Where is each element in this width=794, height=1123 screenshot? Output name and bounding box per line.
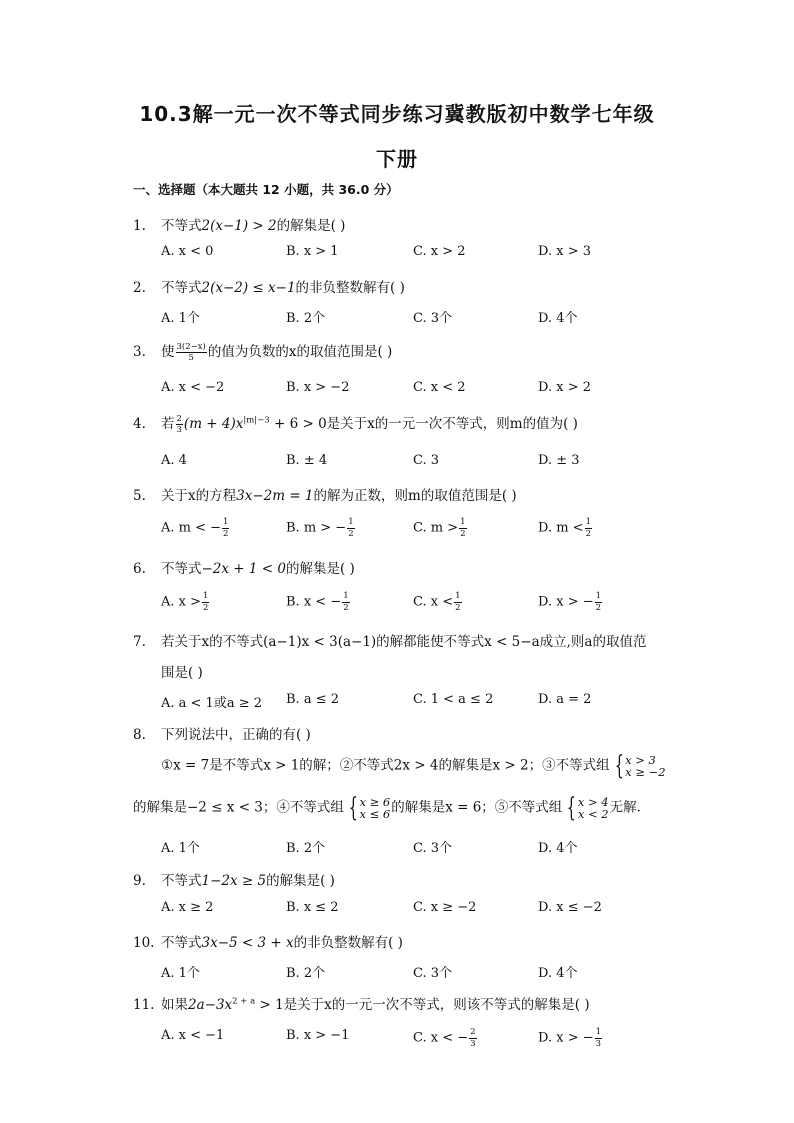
option-b[interactable]: B. 2个 bbox=[286, 841, 326, 856]
option-a[interactable]: A. 4 bbox=[161, 453, 187, 468]
option-c[interactable]: C. m > $\frac{1}{2}$ bbox=[413, 517, 466, 539]
option-d[interactable]: D. ± 3 bbox=[538, 453, 580, 468]
option-c[interactable]: C. 3个 bbox=[413, 311, 453, 326]
option-c[interactable]: C. 1 < a ≤ 2 bbox=[413, 692, 494, 707]
option-d[interactable]: D. 4个 bbox=[538, 311, 578, 326]
option-b[interactable]: B. x > −2 bbox=[286, 380, 350, 395]
question-number: 11. bbox=[133, 997, 155, 1013]
option-c[interactable]: C. 3个 bbox=[413, 841, 453, 856]
inequality-system: { x ≥ 6 x ≤ 6 bbox=[348, 793, 391, 823]
option-c[interactable]: C. x > 2 bbox=[413, 244, 466, 259]
question-11: 11. 如果$2a-3x^{2 + a} > 1$是关于x的一元一次不等式，则该不等式的解集是( ) bbox=[133, 996, 590, 1013]
option-a[interactable]: A. x < −2 bbox=[161, 380, 225, 395]
option-c[interactable]: C. 3个 bbox=[413, 966, 453, 981]
option-b[interactable]: B. ± 4 bbox=[286, 453, 328, 468]
option-a[interactable]: A. 1个 bbox=[161, 966, 200, 981]
option-d[interactable]: D. x > − $\frac{1}{2}$ bbox=[538, 591, 602, 613]
option-b[interactable]: B. 2个 bbox=[286, 311, 326, 326]
option-b[interactable]: B. x < − $\frac{1}{2}$ bbox=[286, 591, 349, 613]
option-c[interactable]: C. x < − $\frac{2}{3}$ bbox=[413, 1027, 476, 1049]
question-7-line2: 围是( ) bbox=[161, 665, 203, 681]
option-b[interactable]: B. x > −1 bbox=[286, 1028, 350, 1043]
question-number: 5. bbox=[133, 488, 146, 504]
question-9: 9. 不等式1−2x ≥ 5的解集是( ) bbox=[133, 873, 335, 889]
inequality-system: { x > 4 x < 2 bbox=[567, 793, 609, 823]
option-b[interactable]: B. 2个 bbox=[286, 966, 326, 981]
option-d[interactable]: D. 4个 bbox=[538, 841, 578, 856]
question-4: 4. 若 $\frac{2}{3}$ $(m + 4)x^{|m|-3} + 6 > 0$是关于x的一元一次不等式，则m的值为( ) bbox=[133, 413, 578, 435]
question-8: 8. 下列说法中，正确的有( ) bbox=[133, 727, 311, 743]
option-d[interactable]: D. a = 2 bbox=[538, 692, 592, 707]
question-1: 1. 不等式2(x−1) > 2的解集是( ) bbox=[133, 218, 346, 234]
option-a[interactable]: A. x > $\frac{1}{2}$ bbox=[161, 591, 209, 613]
option-a[interactable]: A. x < 0 bbox=[161, 244, 214, 259]
question-number: 6. bbox=[133, 561, 146, 577]
option-d[interactable]: D. x > 3 bbox=[538, 244, 591, 259]
question-6: 6. 不等式−2x + 1 < 0的解集是( ) bbox=[133, 561, 355, 577]
question-10: 10. 不等式3x−5 < 3 + x的非负整数解有( ) bbox=[133, 935, 403, 951]
option-b[interactable]: B. x > 1 bbox=[286, 244, 339, 259]
option-c[interactable]: C. x ≥ −2 bbox=[413, 900, 477, 915]
fraction: $\frac{2}{3}$ bbox=[176, 413, 182, 435]
question-2: 2. 不等式2(x−2) ≤ x−1的非负整数解有( ) bbox=[133, 280, 405, 296]
question-number: 4. bbox=[133, 416, 146, 432]
option-a[interactable]: A. m < − $\frac{1}{2}$ bbox=[161, 517, 229, 539]
section-heading: 一、选择题（本大题共 12 小题，共 36.0 分） bbox=[133, 182, 399, 197]
option-d[interactable]: D. x > − $\frac{1}{3}$ bbox=[538, 1027, 602, 1049]
option-a[interactable]: A. 1个 bbox=[161, 311, 200, 326]
option-a[interactable]: A. a < 1或a ≥ 2 bbox=[161, 696, 263, 711]
question-number: 8. bbox=[133, 727, 146, 743]
option-c[interactable]: C. x < 2 bbox=[413, 380, 466, 395]
question-number: 7. bbox=[133, 634, 146, 650]
question-number: 9. bbox=[133, 873, 146, 889]
option-d[interactable]: D. 4个 bbox=[538, 966, 578, 981]
option-a[interactable]: A. x ≥ 2 bbox=[161, 900, 214, 915]
option-b[interactable]: B. x ≤ 2 bbox=[286, 900, 339, 915]
question-8-statements-1: ①x = 7是不等式x > 1的解；②不等式2x > 4的解集是x > 2；③不等式组 { x > 3 x ≥ −2 bbox=[161, 751, 666, 781]
question-number: 3. bbox=[133, 344, 146, 360]
question-3: 3. 使 $\frac{3(2-x)}{5}$ 的值为负数的x的取值范围是( ) bbox=[133, 341, 393, 363]
option-b[interactable]: B. a ≤ 2 bbox=[286, 692, 339, 707]
document-title-line2: 下册 bbox=[376, 147, 418, 171]
option-a[interactable]: A. 1个 bbox=[161, 841, 200, 856]
option-d[interactable]: D. x ≤ −2 bbox=[538, 900, 602, 915]
question-number: 10. bbox=[133, 935, 155, 951]
question-8-statements-2: 的解集是−2 ≤ x < 3；④不等式组 { x ≥ 6 x ≤ 6 的解集是x = 6；⑤不等式组 { x > 4 x < 2 无解． bbox=[133, 793, 651, 823]
question-number: 2. bbox=[133, 280, 146, 296]
question-5: 5. 关于x的方程3x−2m = 1的解为正数，则m的取值范围是( ) bbox=[133, 488, 517, 504]
question-number: 1. bbox=[133, 218, 146, 234]
option-c[interactable]: C. 3 bbox=[413, 453, 440, 468]
option-d[interactable]: D. m < $\frac{1}{2}$ bbox=[538, 517, 591, 539]
fraction: $\frac{3(2-x)}{5}$ bbox=[176, 341, 206, 363]
option-b[interactable]: B. m > − $\frac{1}{2}$ bbox=[286, 517, 354, 539]
document-title-line1: 10.3解一元一次不等式同步练习冀教版初中数学七年级 bbox=[139, 102, 655, 126]
option-c[interactable]: C. x < $\frac{1}{2}$ bbox=[413, 591, 461, 613]
question-7: 7. 若关于x的不等式(a−1)x < 3(a−1)的解都能使不等式x < 5−a成立,则a的取值范 bbox=[133, 634, 647, 650]
option-a[interactable]: A. x < −1 bbox=[161, 1028, 225, 1043]
inequality-system: { x > 3 x ≥ −2 bbox=[614, 751, 666, 781]
option-d[interactable]: D. x > 2 bbox=[538, 380, 591, 395]
